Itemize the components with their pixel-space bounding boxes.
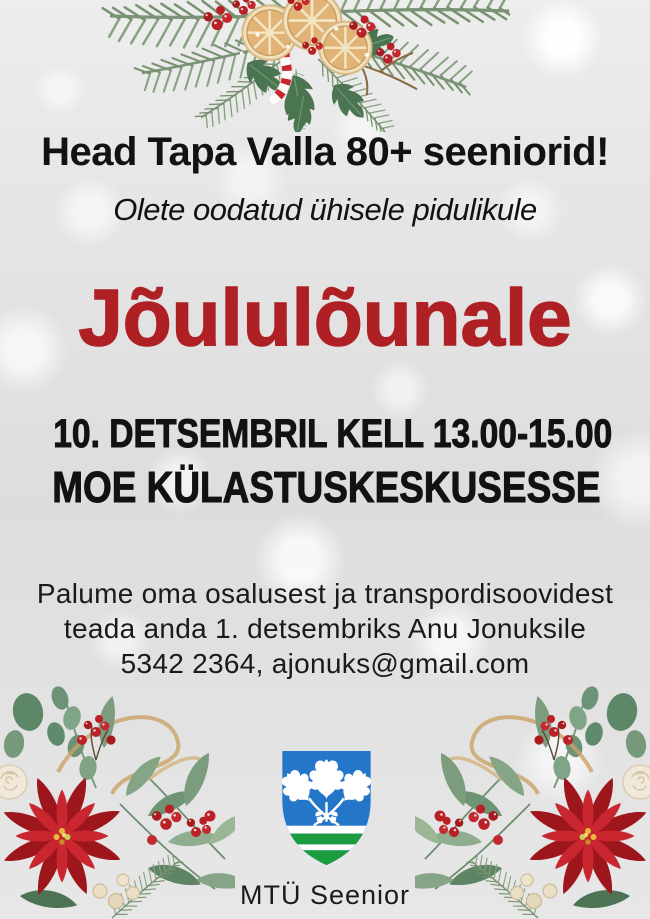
event-title: Jõululõunale [78, 273, 572, 362]
organization-name: MTÜ Seenior [239, 880, 411, 910]
greeting-text: Head Tapa Valla 80+ seeniorid! [41, 130, 609, 174]
christmas-garland-illustration [96, 0, 510, 132]
contact-note [0, 576, 650, 681]
event-location-line [0, 463, 650, 513]
coat-of-arms-emblem [277, 748, 376, 868]
subtitle-text: Olete oodatud ühisele pidulikule [113, 192, 537, 227]
event-date-text: 10. DETSEMBRIL KELL 13.00-15.00 [53, 412, 613, 456]
event-location-text: MOE KÜLASTUSKESKUSESSE [52, 463, 601, 512]
contact-line-3: 5342 2364, ajonuks@gmail.com [120, 648, 530, 679]
contact-line-2: teada anda 1. detsembriks Anu Jonuksile [63, 613, 587, 644]
contact-line-1: Palume oma osalusest ja transpordisoovidest [36, 578, 614, 609]
event-date-line [0, 412, 650, 457]
